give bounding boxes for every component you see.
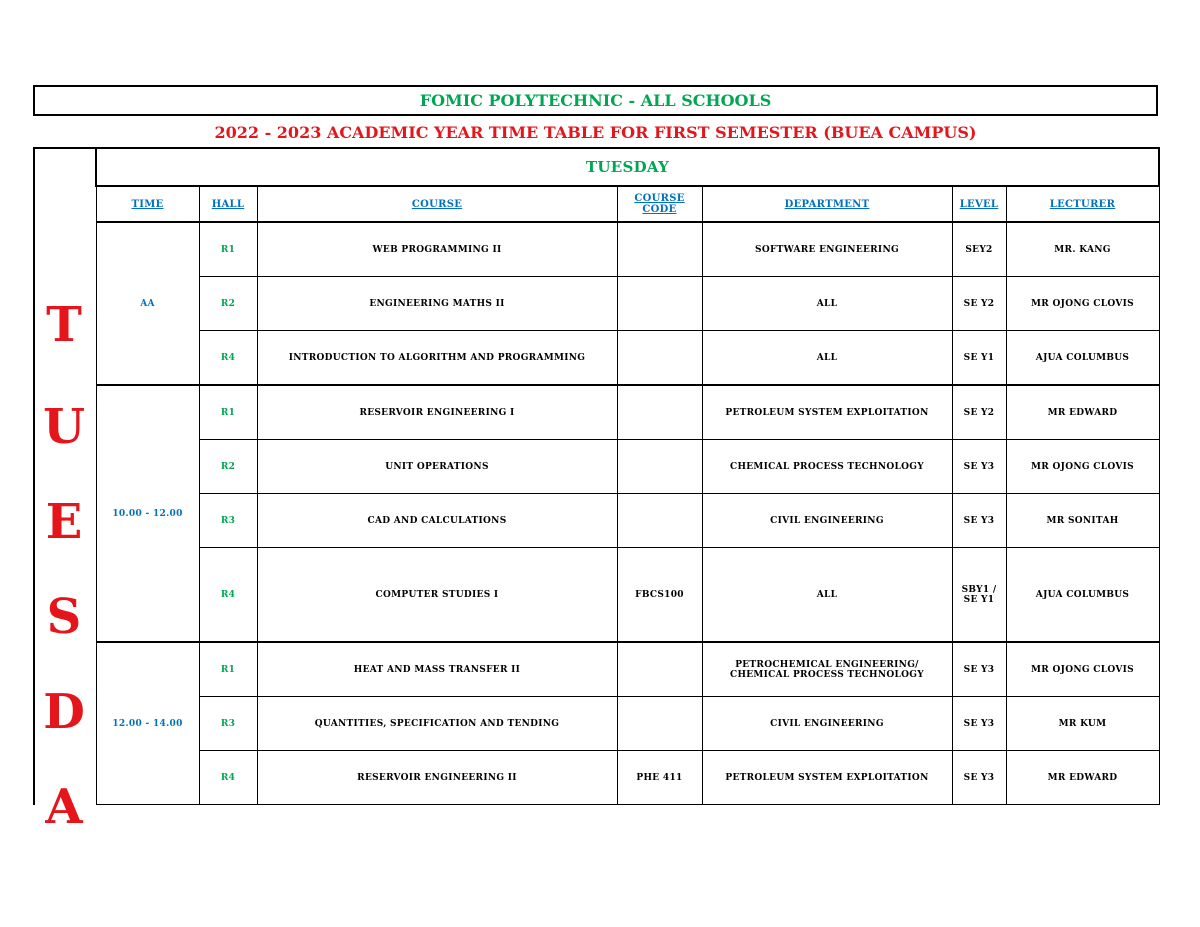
course-cell: INTRODUCTION TO ALGORITHM AND PROGRAMMING bbox=[257, 331, 617, 386]
table-row bbox=[96, 751, 1159, 805]
course-cell: UNIT OPERATIONS bbox=[257, 440, 617, 494]
lecturer-cell: MR OJONG CLOVIS bbox=[1006, 642, 1159, 697]
day-letter: A bbox=[45, 779, 83, 835]
time-slot: 10.00 - 12.00 bbox=[96, 385, 199, 642]
level-cell: SE Y1 bbox=[952, 331, 1006, 386]
header-level: LEVEL bbox=[952, 186, 1006, 222]
table-row bbox=[96, 277, 1159, 331]
timetable-grid bbox=[95, 147, 1160, 805]
department-cell: SOFTWARE ENGINEERING bbox=[702, 222, 952, 277]
day-letter: S bbox=[46, 589, 82, 645]
course-cell: RESERVOIR ENGINEERING I bbox=[257, 385, 617, 440]
hall-cell: R1 bbox=[199, 385, 257, 440]
course-code-cell bbox=[617, 331, 702, 386]
lecturer-cell: MR EDWARD bbox=[1006, 385, 1159, 440]
header-lecturer: LECTURER bbox=[1006, 186, 1159, 222]
hall-cell: R4 bbox=[199, 751, 257, 805]
hall-cell: R4 bbox=[199, 548, 257, 643]
course-code-cell bbox=[617, 222, 702, 277]
level-cell: SE Y3 bbox=[952, 642, 1006, 697]
department-cell: CHEMICAL PROCESS TECHNOLOGY bbox=[702, 440, 952, 494]
lecturer-cell: MR KUM bbox=[1006, 697, 1159, 751]
table-row bbox=[96, 222, 1159, 277]
hall-cell: R4 bbox=[199, 331, 257, 386]
department-cell: ALL bbox=[702, 331, 952, 386]
lecturer-cell: AJUA COLUMBUS bbox=[1006, 548, 1159, 643]
department-cell: CIVIL ENGINEERING bbox=[702, 697, 952, 751]
department-cell: CIVIL ENGINEERING bbox=[702, 494, 952, 548]
department-cell: PETROLEUM SYSTEM EXPLOITATION bbox=[702, 751, 952, 805]
course-code-cell bbox=[617, 494, 702, 548]
course-cell: QUANTITIES, SPECIFICATION AND TENDING bbox=[257, 697, 617, 751]
timetable-subtitle: 2022 - 2023 ACADEMIC YEAR TIME TABLE FOR FIRST SEMESTER (BUEA CAMPUS) bbox=[214, 123, 977, 142]
day-letter: D bbox=[43, 684, 85, 740]
header-hall: HALL bbox=[199, 186, 257, 222]
course-cell: CAD AND CALCULATIONS bbox=[257, 494, 617, 548]
header-department: DEPARTMENT bbox=[702, 186, 952, 222]
hall-cell: R3 bbox=[199, 494, 257, 548]
header-time: TIME bbox=[96, 186, 199, 222]
hall-cell: R1 bbox=[199, 642, 257, 697]
level-cell: SE Y3 bbox=[952, 440, 1006, 494]
hall-cell: R2 bbox=[199, 277, 257, 331]
level-cell: SEY2 bbox=[952, 222, 1006, 277]
table-row bbox=[96, 642, 1159, 697]
course-cell: ENGINEERING MATHS II bbox=[257, 277, 617, 331]
course-cell: WEB PROGRAMMING II bbox=[257, 222, 617, 277]
lecturer-cell: MR OJONG CLOVIS bbox=[1006, 440, 1159, 494]
hall-cell: R2 bbox=[199, 440, 257, 494]
hall-cell: R3 bbox=[199, 697, 257, 751]
header-course-code: COURSE CODE bbox=[617, 186, 702, 222]
level-cell: SE Y3 bbox=[952, 494, 1006, 548]
school-title: FOMIC POLYTECHNIC - ALL SCHOOLS bbox=[33, 85, 1158, 116]
course-code-cell: FBCS100 bbox=[617, 548, 702, 643]
hall-cell: R1 bbox=[199, 222, 257, 277]
day-letter: E bbox=[45, 494, 83, 550]
course-cell: RESERVOIR ENGINEERING II bbox=[257, 751, 617, 805]
course-code-cell bbox=[617, 697, 702, 751]
lecturer-cell: MR SONITAH bbox=[1006, 494, 1159, 548]
table-row bbox=[96, 697, 1159, 751]
vertical-day-label bbox=[33, 147, 95, 835]
course-code-cell bbox=[617, 385, 702, 440]
course-code-cell: PHE 411 bbox=[617, 751, 702, 805]
course-code-cell bbox=[617, 642, 702, 697]
level-cell: SE Y2 bbox=[952, 385, 1006, 440]
level-cell: SBY1 / SE Y1 bbox=[952, 548, 1006, 643]
table-row bbox=[96, 494, 1159, 548]
day-letter: U bbox=[43, 399, 85, 455]
table-row bbox=[96, 385, 1159, 440]
department-cell: PETROLEUM SYSTEM EXPLOITATION bbox=[702, 385, 952, 440]
header-course: COURSE bbox=[257, 186, 617, 222]
department-cell: ALL bbox=[702, 548, 952, 643]
lecturer-cell: MR OJONG CLOVIS bbox=[1006, 277, 1159, 331]
lecturer-cell: MR EDWARD bbox=[1006, 751, 1159, 805]
course-cell: COMPUTER STUDIES I bbox=[257, 548, 617, 643]
table-row bbox=[96, 331, 1159, 386]
time-slot: AA bbox=[96, 222, 199, 385]
day-heading: TUESDAY bbox=[96, 148, 1159, 186]
table-row bbox=[96, 440, 1159, 494]
level-cell: SE Y3 bbox=[952, 751, 1006, 805]
department-cell: ALL bbox=[702, 277, 952, 331]
department-cell: PETROCHEMICAL ENGINEERING/ CHEMICAL PROCESS TECHNOLOGY bbox=[702, 642, 952, 697]
lecturer-cell: AJUA COLUMBUS bbox=[1006, 331, 1159, 386]
table-row bbox=[96, 548, 1159, 643]
course-cell: HEAT AND MASS TRANSFER II bbox=[257, 642, 617, 697]
day-letter: T bbox=[46, 297, 82, 353]
course-code-cell bbox=[617, 440, 702, 494]
lecturer-cell: MR. KANG bbox=[1006, 222, 1159, 277]
time-slot: 12.00 - 14.00 bbox=[96, 642, 199, 805]
level-cell: SE Y2 bbox=[952, 277, 1006, 331]
level-cell: SE Y3 bbox=[952, 697, 1006, 751]
course-code-cell bbox=[617, 277, 702, 331]
